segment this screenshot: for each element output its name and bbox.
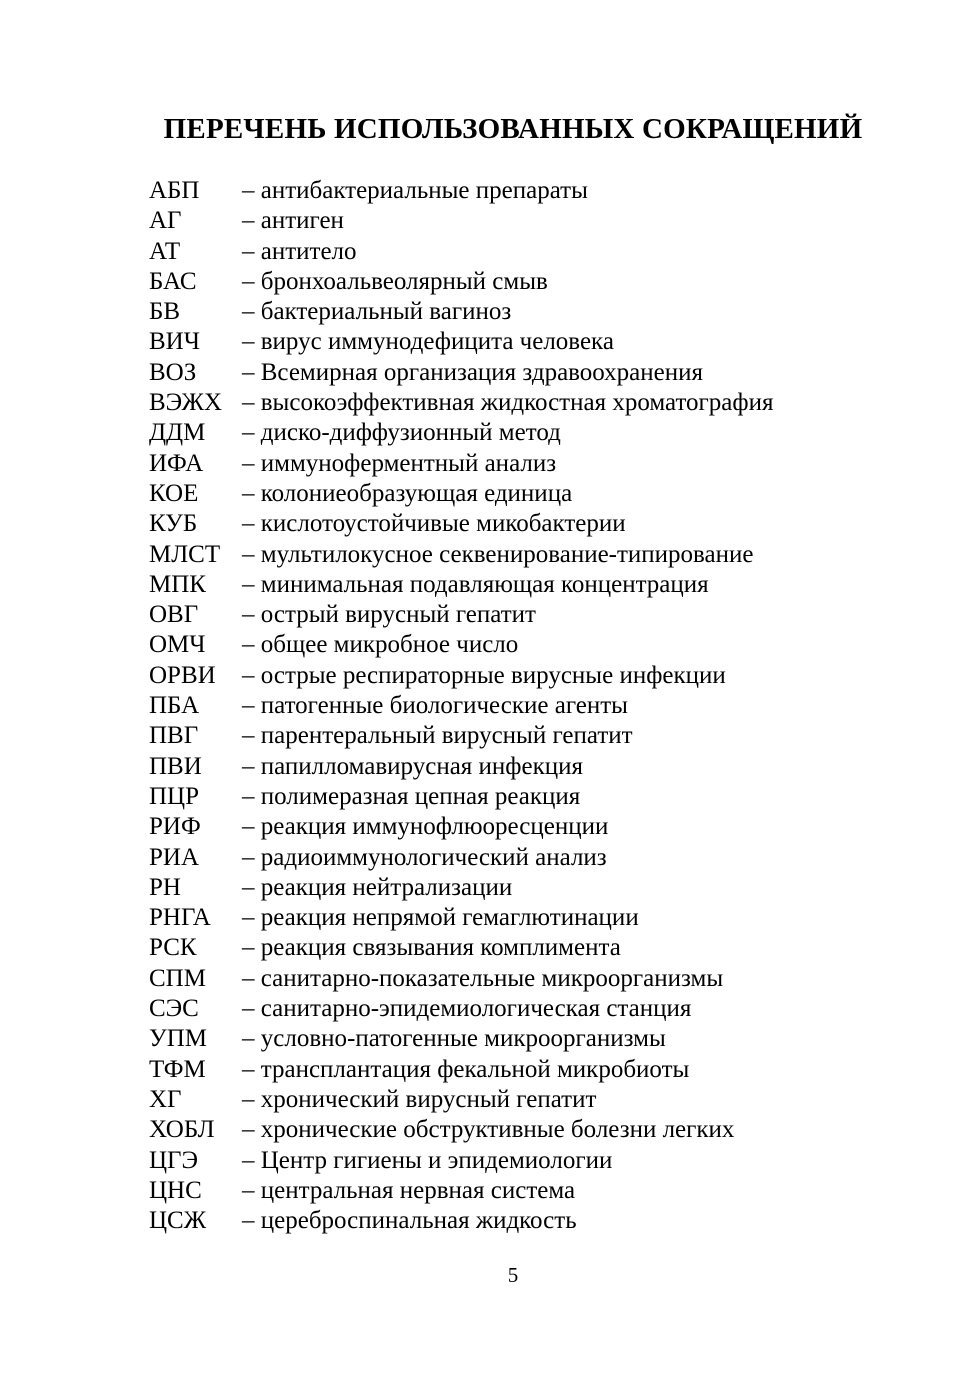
abbreviation: РИА — [149, 843, 200, 871]
list-item — [149, 509, 909, 539]
abbreviation: ОРВИ — [149, 661, 216, 689]
abbreviation-definition: – бактериальный вагиноз — [242, 298, 512, 326]
abbreviation-definition: – парентеральный вирусный гепатит — [242, 722, 633, 750]
abbreviation-definition: – реакция иммунофлюоресценции — [242, 813, 609, 841]
abbreviation: БВ — [149, 298, 181, 326]
list-item — [149, 570, 909, 600]
abbreviation: СЭС — [149, 995, 199, 1023]
abbreviation: ДДМ — [149, 419, 206, 447]
abbreviation-definition: – хронический вирусный гепатит — [242, 1085, 597, 1113]
abbreviation-definition: – Всемирная организация здравоохранения — [242, 358, 704, 386]
list-item — [149, 1176, 909, 1206]
list-item — [149, 994, 909, 1024]
list-item — [149, 782, 909, 812]
list-item — [149, 873, 909, 903]
abbreviation: КУБ — [149, 510, 198, 538]
abbreviation-definition: – иммуноферментный анализ — [242, 449, 557, 477]
page-title: ПЕРЕЧЕНЬ ИСПОЛЬЗОВАННЫХ СОКРАЩЕНИЙ — [163, 113, 863, 145]
list-item — [149, 1206, 909, 1236]
list-item — [149, 297, 909, 327]
abbreviation-definition: – цереброспинальная жидкость — [242, 1207, 577, 1235]
abbreviation-definition: – санитарно-показательные микроорганизмы — [242, 964, 724, 992]
abbreviation-definition: – минимальная подавляющая концентрация — [242, 570, 709, 598]
list-item — [149, 1055, 909, 1085]
abbreviation-definition: – папилломавирусная инфекция — [242, 752, 584, 780]
abbreviation-definition: – хронические обструктивные болезни легких — [242, 1116, 735, 1144]
abbreviation-definition: – кислотоустойчивые микобактерии — [242, 510, 626, 538]
abbreviation: АТ — [149, 237, 181, 265]
list-item — [149, 843, 909, 873]
list-item — [149, 903, 909, 933]
list-item — [149, 358, 909, 388]
list-item — [149, 449, 909, 479]
list-item — [149, 1085, 909, 1115]
abbreviation: РСК — [149, 934, 197, 962]
page-number: 5 — [507, 1263, 519, 1287]
list-item — [149, 388, 909, 418]
abbreviation-definition: – радиоиммунологический анализ — [242, 843, 607, 871]
abbreviation: БАС — [149, 267, 197, 295]
abbreviation-definition: – реакция непрямой гемаглютинации — [242, 904, 639, 932]
abbreviation: СПМ — [149, 964, 206, 992]
abbreviation-definition: – антитело — [242, 237, 357, 265]
abbreviation: ЦГЭ — [149, 1146, 199, 1174]
abbreviation-definition: – антиген — [242, 207, 344, 235]
list-item — [149, 206, 909, 236]
abbreviation: ПБА — [149, 692, 200, 720]
abbreviation-definition: – вирус иммунодефицита человека — [242, 328, 614, 356]
abbreviation: РИФ — [149, 813, 201, 841]
abbreviation: ВЭЖХ — [149, 389, 223, 417]
abbreviation-definition: – полимеразная цепная реакция — [242, 782, 581, 810]
list-item — [149, 237, 909, 267]
list-item — [149, 1024, 909, 1054]
list-item — [149, 721, 909, 751]
abbreviation: ОМЧ — [149, 631, 206, 659]
abbreviation: РНГА — [149, 904, 211, 932]
abbreviation: МЛСТ — [149, 540, 221, 568]
abbreviation-definition: – антибактериальные препараты — [242, 177, 588, 204]
abbreviation: ХГ — [149, 1085, 182, 1113]
abbreviation-definition: – высокоэффективная жидкостная хроматография — [242, 389, 774, 417]
list-item — [149, 964, 909, 994]
abbreviation-definition: – патогенные биологические агенты — [242, 692, 628, 720]
abbreviation-definition: – мультилокусное секвенирование-типирование — [242, 540, 754, 568]
abbreviation: РН — [149, 873, 181, 901]
abbreviation: ИФА — [149, 449, 204, 477]
list-item — [149, 479, 909, 509]
abbreviation-list — [149, 176, 909, 1236]
abbreviation-definition: – колониеобразующая единица — [242, 479, 573, 507]
list-item — [149, 661, 909, 691]
list-item — [149, 176, 909, 206]
abbreviation-definition: – условно-патогенные микроорганизмы — [242, 1025, 666, 1053]
abbreviation: АГ — [149, 207, 182, 235]
abbreviation: УПМ — [149, 1025, 207, 1053]
list-item — [149, 630, 909, 660]
abbreviation: МПК — [149, 570, 206, 598]
abbreviation: ТФМ — [149, 1055, 206, 1083]
abbreviation: ОВГ — [149, 601, 199, 629]
abbreviation-definition: – санитарно-эпидемиологическая станция — [242, 995, 692, 1023]
list-item — [149, 418, 909, 448]
list-item — [149, 327, 909, 357]
list-item — [149, 1146, 909, 1176]
list-item — [149, 267, 909, 297]
abbreviation: ЦСЖ — [149, 1207, 207, 1235]
abbreviation-definition: – общее микробное число — [242, 631, 519, 659]
abbreviation-definition: – острый вирусный гепатит — [242, 601, 536, 629]
abbreviation: ВИЧ — [149, 328, 200, 356]
abbreviation: ПВГ — [149, 722, 199, 750]
abbreviation-definition: – центральная нервная система — [242, 1176, 576, 1204]
abbreviation: ХОБЛ — [149, 1116, 215, 1144]
abbreviation-definition: – трансплантация фекальной микробиоты — [242, 1055, 690, 1083]
abbreviation: ЦНС — [149, 1176, 202, 1204]
list-item — [149, 540, 909, 570]
abbreviation-definition: – реакция нейтрализации — [242, 873, 513, 901]
list-item — [149, 1115, 909, 1145]
abbreviation-definition: – Центр гигиены и эпидемиологии — [242, 1146, 613, 1174]
abbreviation: АБП — [149, 177, 200, 204]
abbreviation-definition: – бронхоальвеолярный смыв — [242, 267, 548, 295]
list-item — [149, 812, 909, 842]
abbreviation: ВОЗ — [149, 358, 197, 386]
list-item — [149, 600, 909, 630]
list-item — [149, 691, 909, 721]
abbreviation: ПВИ — [149, 752, 202, 780]
abbreviation: КОЕ — [149, 479, 199, 507]
abbreviation-definition: – реакция связывания комплимента — [242, 934, 621, 962]
abbreviation-definition: – диско-диффузионный метод — [242, 419, 561, 447]
abbreviation-definition: – острые респираторные вирусные инфекции — [242, 661, 726, 689]
list-item — [149, 752, 909, 782]
list-item — [149, 933, 909, 963]
abbreviation: ПЦР — [149, 782, 200, 810]
